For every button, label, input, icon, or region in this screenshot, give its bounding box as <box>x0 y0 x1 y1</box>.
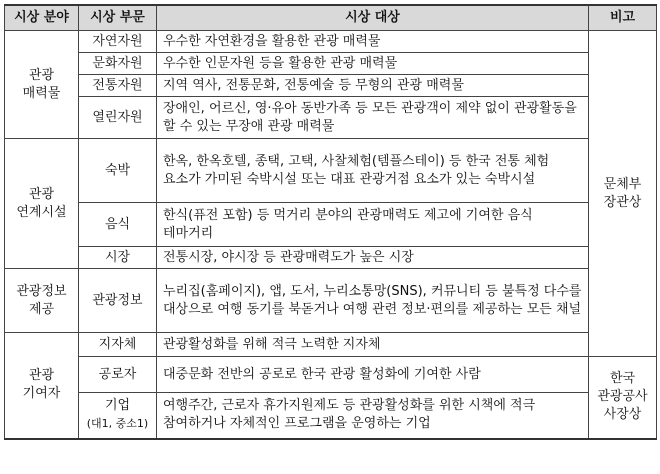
section-cell: 열린자원 <box>79 97 157 139</box>
note-cell-ministry: 문체부 장관상 <box>589 31 657 357</box>
section-cell: 시장 <box>79 247 157 269</box>
table-row <box>5 247 657 269</box>
section-sub-label: (대1, 중소1) <box>86 417 149 431</box>
section-cell: 문화자원 <box>79 53 157 75</box>
table-row <box>5 53 657 75</box>
award-table-wrapper <box>4 4 657 440</box>
section-label: 기업 <box>104 398 131 414</box>
table-row <box>5 333 657 357</box>
target-cell: 우수한 인문자원 등을 활용한 관광 매력물 <box>157 53 589 75</box>
section-cell-company <box>79 393 157 439</box>
table-row <box>5 203 657 247</box>
section-cell: 전통자원 <box>79 75 157 97</box>
section-cell: 관광정보 <box>79 269 157 333</box>
field-cell-contributors: 관광 기여자 <box>5 333 79 439</box>
header-field: 시상 분야 <box>5 5 79 31</box>
header-section: 시상 부문 <box>79 5 157 31</box>
table-row <box>5 31 657 53</box>
target-cell: 대중문화 전반의 공로로 한국 관광 활성화에 기여한 사람 <box>157 357 589 393</box>
section-cell: 숙박 <box>79 139 157 203</box>
section-cell: 공로자 <box>79 357 157 393</box>
table-row <box>5 269 657 333</box>
table-row <box>5 357 657 393</box>
header-note: 비고 <box>589 5 657 31</box>
target-cell: 우수한 자연환경을 활용한 관광 매력물 <box>157 31 589 53</box>
target-cell: 지역 역사, 전통문화, 전통예술 등 무형의 관광 매력물 <box>157 75 589 97</box>
section-cell: 지자체 <box>79 333 157 357</box>
target-cell: 여행주간, 근로자 휴가지원제도 등 관광활성화를 위한 시책에 적극 참여하거나 자체적인 프로그램을 운영하는 기업 <box>157 393 589 439</box>
award-table <box>4 4 657 440</box>
header-target: 시상 대상 <box>157 5 589 31</box>
target-cell: 장애인, 어르신, 영·유아 동반가족 등 모든 관광객이 제약 없이 관광활동을 할 수 있는 무장애 관광 매력물 <box>157 97 589 139</box>
section-cell: 음식 <box>79 203 157 247</box>
table-row <box>5 393 657 439</box>
target-cell: 전통시장, 야시장 등 관광매력도가 높은 시장 <box>157 247 589 269</box>
table-header-row <box>5 5 657 31</box>
section-cell: 자연자원 <box>79 31 157 53</box>
target-cell: 누리집(홈페이지), 앱, 도서, 누리소통망(SNS), 커뮤니티 등 불특정 다수를 대상으로 여행 동기를 북돋거나 여행 관련 정보·편의를 제공하는 모든 채널 <box>157 269 589 333</box>
table-row <box>5 97 657 139</box>
field-cell-facilities: 관광 연계시설 <box>5 139 79 269</box>
target-cell: 한옥, 한옥호텔, 종택, 고택, 사찰체험(템플스테이) 등 한국 전통 체험 요소가 가미된 숙박시설 또는 대표 관광거점 요소가 있는 숙박시설 <box>157 139 589 203</box>
target-cell: 한식(퓨전 포함) 등 먹거리 분야의 관광매력도 제고에 기여한 음식 테마거리 <box>157 203 589 247</box>
table-row <box>5 139 657 203</box>
note-cell-kto: 한국 관광공사 사장상 <box>589 357 657 439</box>
field-cell-attractions: 관광 매력물 <box>5 31 79 139</box>
target-cell: 관광활성화를 위해 적극 노력한 지자체 <box>157 333 589 357</box>
field-cell-info: 관광정보 제공 <box>5 269 79 333</box>
table-row <box>5 75 657 97</box>
